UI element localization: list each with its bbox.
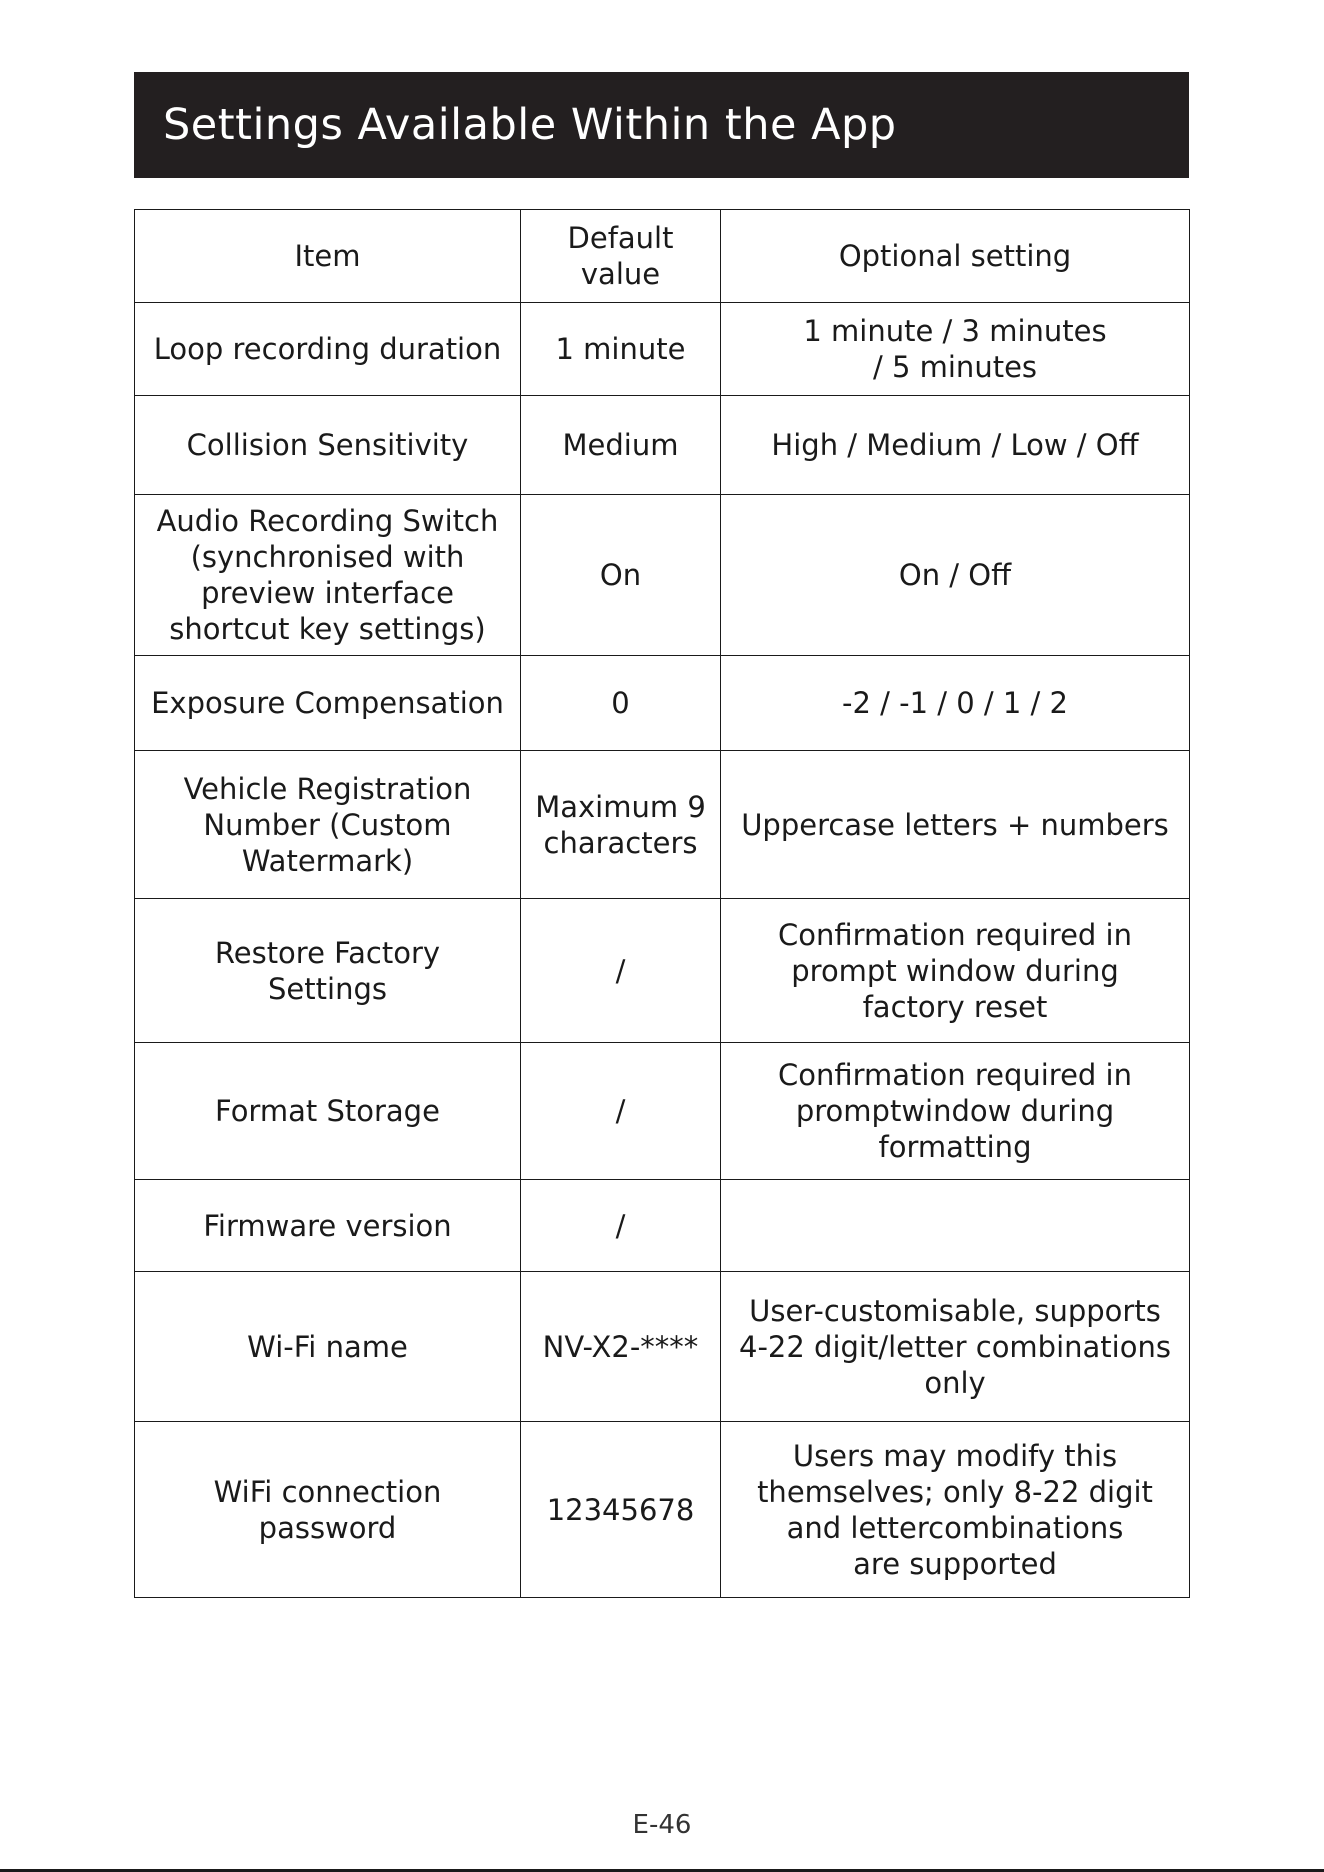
optional-setting-cell: On / Off bbox=[721, 495, 1190, 656]
default-value-cell: On bbox=[521, 495, 721, 656]
settings-table bbox=[134, 209, 1190, 1598]
page-title-text: Settings Available Within the App bbox=[163, 100, 897, 150]
item-cell: Exposure Compensation bbox=[135, 656, 521, 751]
table-row bbox=[135, 1043, 1190, 1180]
default-value-cell: Maximum 9 characters bbox=[521, 751, 721, 899]
item-cell: Restore Factory Settings bbox=[135, 899, 521, 1043]
table-row bbox=[135, 899, 1190, 1043]
default-value-cell: / bbox=[521, 1043, 721, 1180]
table-row bbox=[135, 1272, 1190, 1422]
header-default-value: Default value bbox=[521, 210, 721, 303]
item-cell: Vehicle Registration Number (Custom Watermark) bbox=[135, 751, 521, 899]
header-optional-setting: Optional setting bbox=[721, 210, 1190, 303]
default-value-cell: Medium bbox=[521, 396, 721, 495]
item-cell: Audio Recording Switch (synchronised with preview interface shortcut key settings) bbox=[135, 495, 521, 656]
table-row bbox=[135, 396, 1190, 495]
optional-setting-cell: Uppercase letters + numbers bbox=[721, 751, 1190, 899]
optional-setting-cell: High / Medium / Low / Off bbox=[721, 396, 1190, 495]
table-row bbox=[135, 751, 1190, 899]
default-value-cell: NV-X2-**** bbox=[521, 1272, 721, 1422]
item-cell: Collision Sensitivity bbox=[135, 396, 521, 495]
page-number: E-46 bbox=[632, 1810, 692, 1840]
default-value-cell: / bbox=[521, 899, 721, 1043]
optional-setting-cell: Confirmation required in promptwindow during formatting bbox=[721, 1043, 1190, 1180]
optional-setting-cell: -2 / -1 / 0 / 1 / 2 bbox=[721, 656, 1190, 751]
item-cell: Wi-Fi name bbox=[135, 1272, 521, 1422]
default-value-cell: 0 bbox=[521, 656, 721, 751]
item-cell: WiFi connection password bbox=[135, 1422, 521, 1598]
default-value-cell: / bbox=[521, 1180, 721, 1272]
item-cell: Loop recording duration bbox=[135, 303, 521, 396]
optional-setting-cell bbox=[721, 1180, 1190, 1272]
table-row bbox=[135, 495, 1190, 656]
table-header-row bbox=[135, 210, 1190, 303]
optional-setting-cell: Users may modify this themselves; only 8-22 digit and lettercombinations are supported bbox=[721, 1422, 1190, 1598]
table-row bbox=[135, 303, 1190, 396]
table-row bbox=[135, 1180, 1190, 1272]
optional-setting-cell: 1 minute / 3 minutes / 5 minutes bbox=[721, 303, 1190, 396]
table-row bbox=[135, 656, 1190, 751]
item-cell: Firmware version bbox=[135, 1180, 521, 1272]
optional-setting-cell: Confirmation required in prompt window during factory reset bbox=[721, 899, 1190, 1043]
header-item: Item bbox=[135, 210, 521, 303]
table-row bbox=[135, 1422, 1190, 1598]
item-cell: Format Storage bbox=[135, 1043, 521, 1180]
default-value-cell: 12345678 bbox=[521, 1422, 721, 1598]
optional-setting-cell: User-customisable, supports 4-22 digit/letter combinations only bbox=[721, 1272, 1190, 1422]
page-title bbox=[134, 72, 1189, 178]
default-value-cell: 1 minute bbox=[521, 303, 721, 396]
